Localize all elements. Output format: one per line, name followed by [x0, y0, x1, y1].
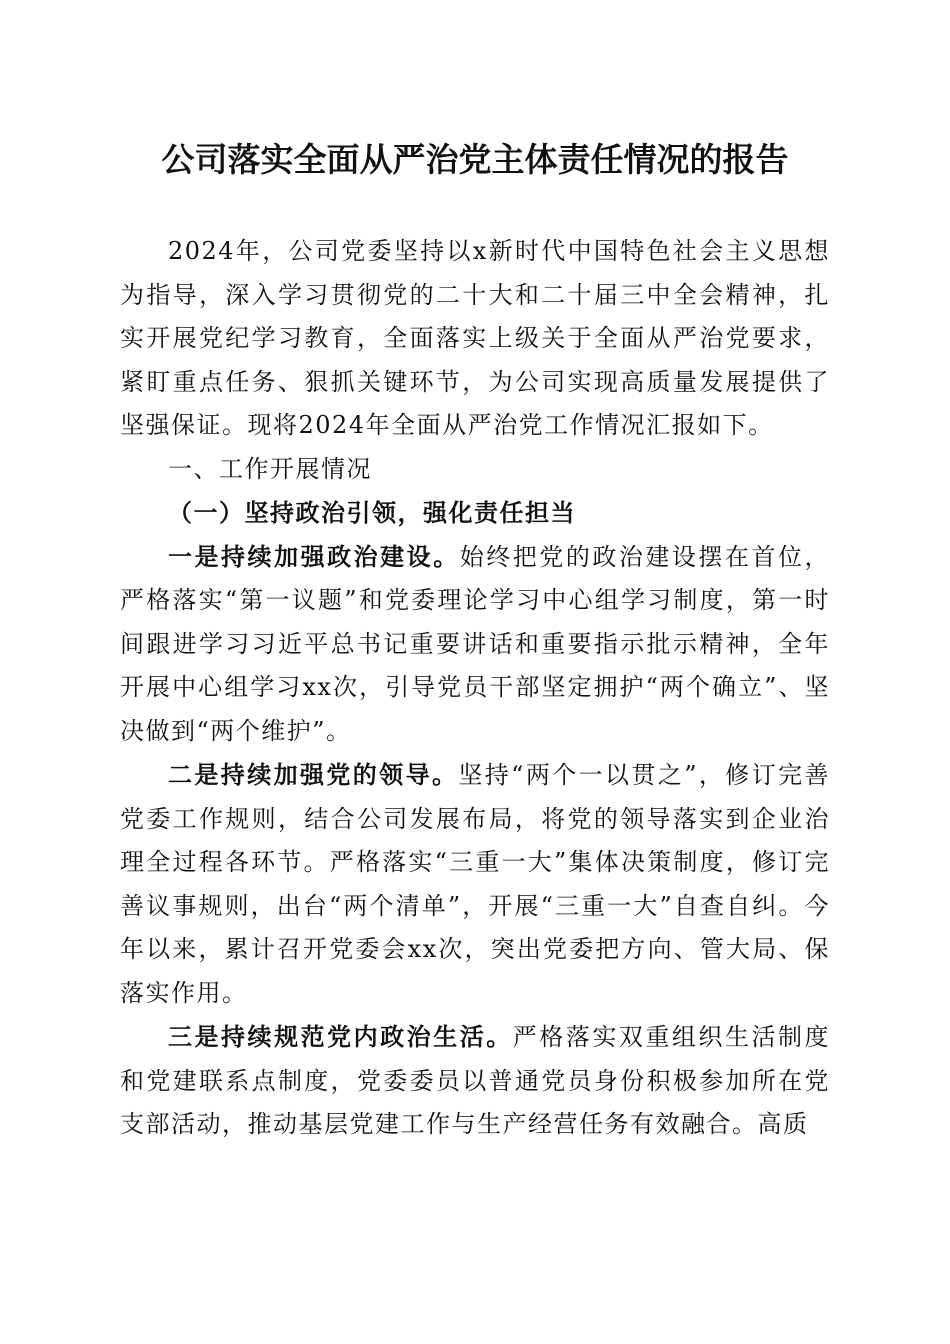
- section-heading: 一、工作开展情况: [168, 454, 372, 483]
- item-paragraph-1: [120, 535, 830, 754]
- intro-paragraph: 2024年，公司党委坚持以x新时代中国特色社会主义思想为指导，深入学习贯彻党的二十大和二十届三中全会精神，扎实开展党纪学习教育，全面落实上级关于全面从严治党要求，紧盯重点任务、狠抓关键环节，为公司实现高质量发展提供了坚强保证。现将2024年全面从严治党工作情况汇报如下。: [120, 237, 830, 439]
- document-body: [120, 230, 830, 1147]
- item-text-3: 严格落实双重组织生活制度和党建联系点制度，党委委员以普通党员身份积极参加所在党支部活动，推动基层党建工作与生产经营任务有效融合。高质: [120, 1023, 831, 1138]
- subsection-heading: （一）坚持政治引领，强化责任担当: [168, 498, 576, 527]
- item-paragraph-2: [120, 753, 830, 1015]
- document-title: 公司落实全面从严治党主体责任情况的报告: [161, 140, 789, 179]
- item-lead-2: 二是持续加强党的领导。: [168, 760, 459, 789]
- item-lead-3: 三是持续规范党内政治生活。: [168, 1022, 513, 1051]
- item-paragraph-3: [120, 1015, 830, 1147]
- item-text-1: 始终把党的政治建设摆在首位，严格落实“第一议题”和党委理论学习中心组学习制度，第一时间跟进学习习近平总书记重要讲话和重要指示批示精神，全年开展中心组学习xx次，引导党员干部坚定拥护“两个确立”、坚决做到“两个维护”。: [120, 542, 831, 745]
- item-lead-1: 一是持续加强政治建设。: [168, 541, 460, 571]
- item-text-2: 坚持“两个一以贯之”，修订完善党委工作规则，结合公司发展布局，将党的领导落实到企业治理全过程各环节。严格落实“三重一大”集体决策制度，修订完善议事规则，出台“两个清单”，开展“三重一大”自查自纠。今年以来，累计召开党委会xx次，突出党委把方向、管大局、保落实作用。: [120, 761, 831, 1007]
